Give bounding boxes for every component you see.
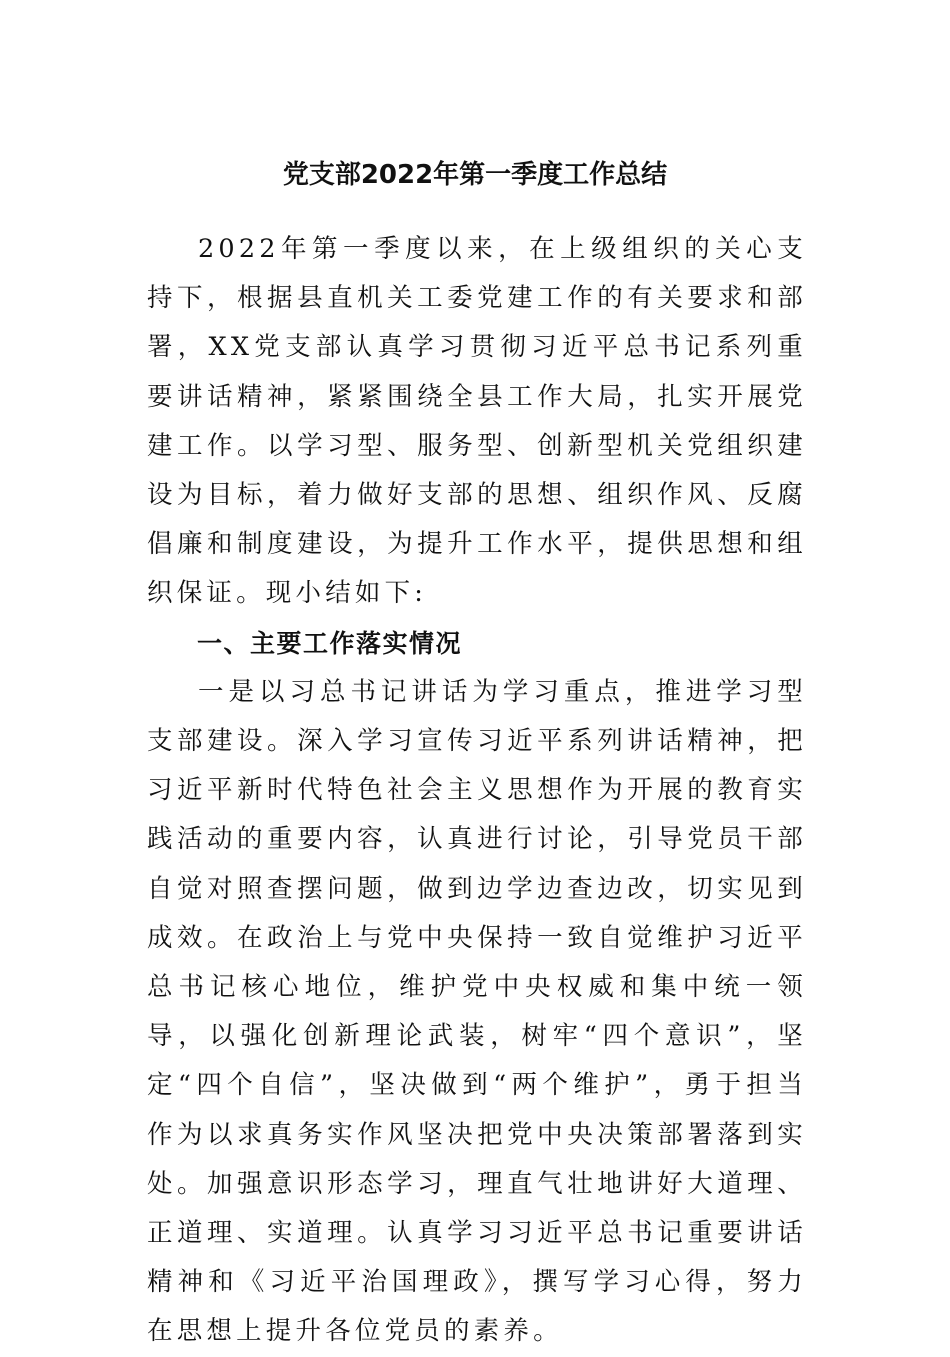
document-body bbox=[147, 225, 807, 1357]
intro-paragraph: 2022年第一季度以来，在上级组织的关心支持下，根据县直机关工委党建工作的有关要求和部署，XX党支部认真学习贯彻习近平总书记系列重要讲话精神，紧紧围绕全县工作大局，扎实开展党建工作。以学习型、服务型、创新型机关党组织建设为目标，着力做好支部的思想、组织作风、反腐倡廉和制度建设，为提升工作水平，提供思想和组织保证。现小结如下: bbox=[147, 234, 807, 609]
document-title: 党支部2022年第一季度工作总结 bbox=[282, 160, 668, 190]
section-heading: 一、主要工作落实情况 bbox=[197, 628, 463, 658]
section-paragraph: 一是以习总书记讲话为学习重点，推进学习型支部建设。深入学习宣传习近平系列讲话精神，把习近平新时代特色社会主义思想作为开展的教育实践活动的重要内容，认真进行讨论，引导党员干部自觉对照查摆问题，做到边学边查边改，切实见到成效。在政治上与党中央保持一致自觉维护习近平总书记核心地位，维护党中央权威和集中统一领导，以强化创新理论武装，树牢“四个意识”，坚定“四个自信”，坚决做到“两个维护”，勇于担当作为以求真务实作风坚决把党中央决策部署落到实处。加强意识形态学习，理直气壮地讲好大道理、正道理、实道理。认真学习习近平总书记重要讲话精神和《习近平治国理政》，撰写学习心得，努力在思想上提升各位党员的素养。 bbox=[147, 676, 807, 1347]
